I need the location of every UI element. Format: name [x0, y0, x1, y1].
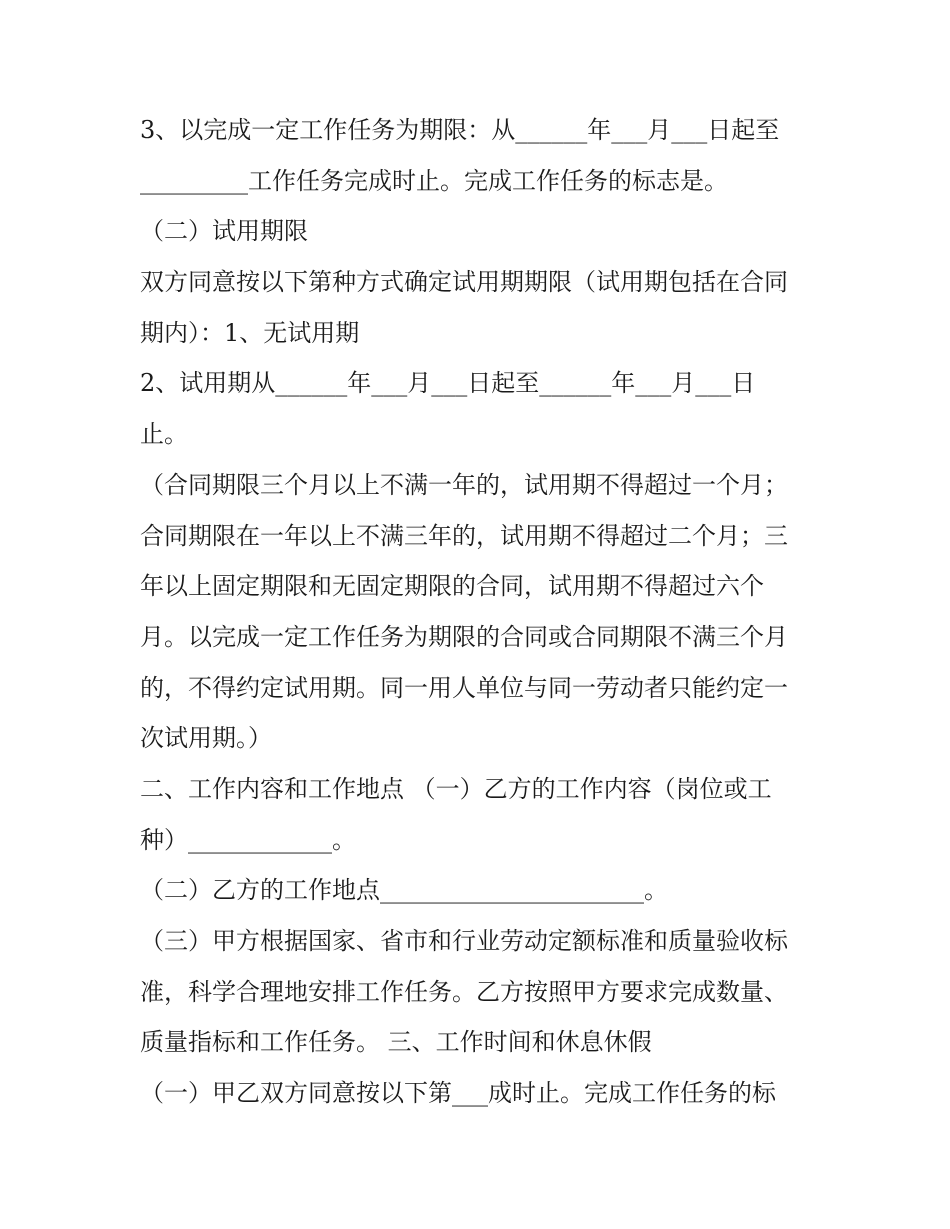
section-heading: 二、工作内容和工作地点 （一）乙方的工作内容（岗位或工 [140, 774, 772, 803]
text-line: （二）乙方的工作地点______________________。 [140, 876, 668, 905]
text-line: 合同期限在一年以上不满三年的，试用期不得超过二个月；三 [140, 521, 788, 550]
text-line: 种）____________。 [140, 825, 356, 854]
text-line: 的，不得约定试用期。同一用人单位与同一劳动者只能约定一 [140, 673, 788, 702]
text-line: （一）甲乙双方同意按以下第___成时止。完成工作任务的标 [140, 1079, 776, 1108]
text-line: 2、试用期从______年___月___日起至______年___月___日 [140, 369, 756, 398]
text-line: 准，科学合理地安排工作任务。乙方按照甲方要求完成数量、 [140, 977, 788, 1006]
text-line: （合同期限三个月以上不满一年的，试用期不得超过一个月； [140, 470, 788, 499]
document-body [140, 105, 820, 1119]
section-heading: （二）试用期限 [140, 217, 308, 246]
text-line: 期内）：1、无试用期 [140, 318, 360, 347]
text-line: 质量指标和工作任务。 三、工作时间和休息休假 [140, 1028, 652, 1057]
text-line: _________工作任务完成时止。完成工作任务的标志是。 [140, 166, 728, 195]
text-line: 止。 [140, 420, 188, 449]
text-line: 3、以完成一定工作任务为期限：从______年___月___日起至 [140, 116, 780, 144]
text-line: （三）甲方根据国家、省市和行业劳动定额标准和质量验收标 [140, 927, 788, 955]
text-line: 月。以完成一定工作任务为期限的合同或合同期限不满三个月 [140, 622, 788, 651]
text-line: 双方同意按以下第种方式确定试用期期限（试用期包括在合同 [140, 268, 788, 297]
text-line: 次试用期。） [140, 724, 272, 753]
text-line: 年以上固定期限和无固定期限的合同，试用期不得超过六个 [140, 572, 764, 601]
